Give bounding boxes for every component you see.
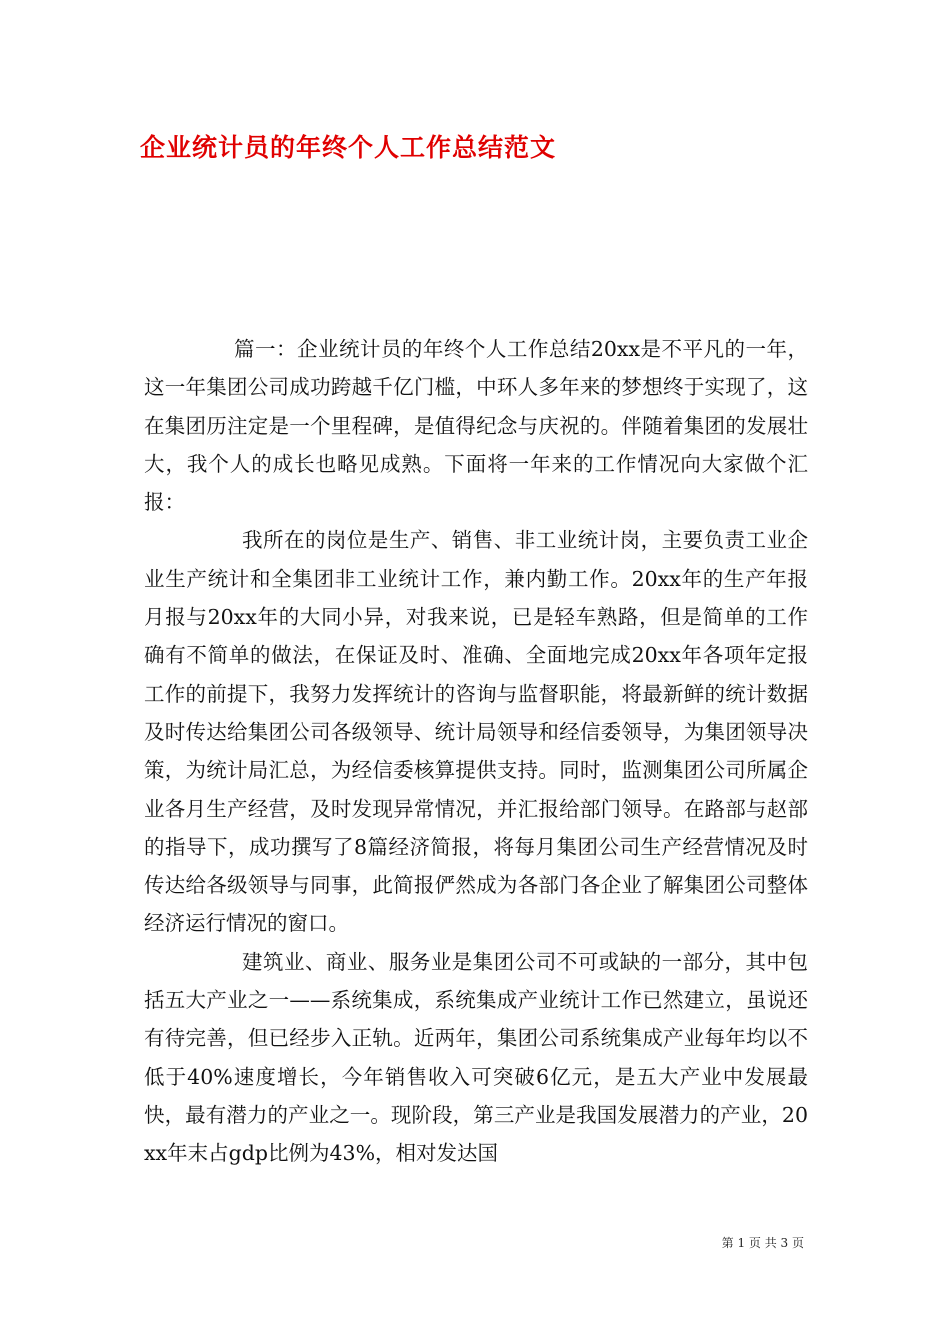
page-number-footer: 第 1 页 共 3 页 [721, 1236, 804, 1250]
document-body [144, 330, 808, 1173]
document-title: 企业统计员的年终个人工作总结范文 [140, 133, 557, 162]
paragraph-1: 篇一：企业统计员的年终个人工作总结20xx是不平凡的一年，这一年集团公司成功跨越千亿门槛，中环人多年来的梦想终于实现了，这在集团历注定是一个里程碑，是值得纪念与庆祝的。伴随着集团的发展壮大，我个人的成长也略见成熟。下面将一年来的工作情况向大家做个汇报： [144, 337, 808, 515]
paragraph-2: 我所在的岗位是生产、销售、非工业统计岗，主要负责工业企业生产统计和全集团非工业统计工作，兼内勤工作。20xx年的生产年报月报与20xx年的大同小异，对我来说，已是轻车熟路，但是简单的工作确有不简单的做法，在保证及时、准确、全面地完成20xx年各项年定报工作的前提下，我努力发挥统计的咨询与监督职能，将最新鲜的统计数据及时传达给集团公司各级领导、统计局领导和经信委领导，为集团领导决策，为统计局汇总，为经信委核算提供支持。同时，监测集团公司所属企业各月生产经营，及时发现异常情况，并汇报给部门领导。在路部与赵部的指导下，成功撰写了8篇经济简报，将每月集团公司生产经营情况及时传达给各级领导与同事，此简报俨然成为各部门各企业了解集团公司整体经济运行情况的窗口。 [144, 528, 808, 936]
paragraph-3: 建筑业、商业、服务业是集团公司不可或缺的一部分，其中包括五大产业之一——系统集成，系统集成产业统计工作已然建立，虽说还有待完善，但已经步入正轨。近两年，集团公司系统集成产业每年均以不低于40%速度增长，今年销售收入可突破6亿元，是五大产业中发展最快，最有潜力的产业之一。现阶段，第三产业是我国发展潜力的产业，20xx年末占gdp比例为43%，相对发达国 [144, 949, 808, 1166]
